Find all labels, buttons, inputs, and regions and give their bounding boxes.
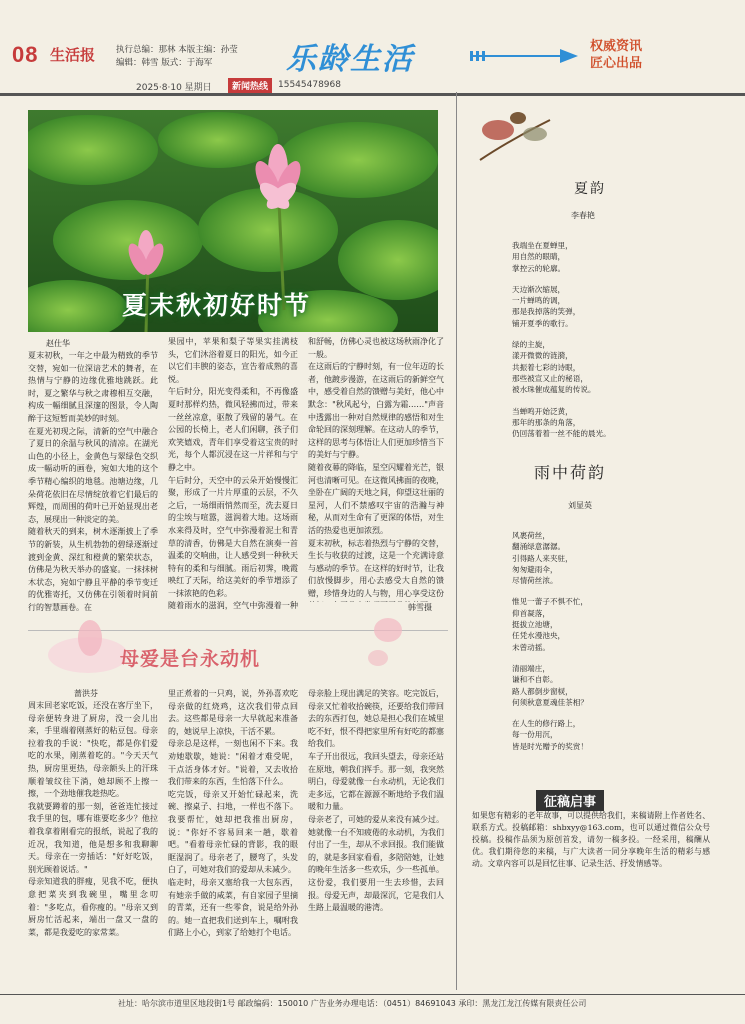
poem2-line: 任凭水漫池央，	[512, 631, 566, 641]
poem2-line: 风裹荷丝，	[512, 531, 550, 540]
article2-author: 蔷洪芬	[74, 689, 98, 698]
arrow-decoration	[470, 46, 580, 66]
notice-title: 征稿启事	[536, 790, 604, 811]
stanza-gap	[512, 752, 712, 762]
poem2-line: 何须秋意夏魂佳茶相？	[512, 697, 588, 707]
poem1-line: 仍回荡着着一丝不能的晨光。	[512, 429, 611, 439]
article1-col3: 和舒畅，仿佛心灵也被这场秋雨净化了一般。 在这雨后的宁静时刻，有一位年迈的长者，他踱步漫游，在这雨后的新鲜空气中，感受着自然的馈赠与美好，他心中默念："秋风起兮，白露为霜……"声音中透露出一种对自然规律的感悟和对生命轮回的深刻理解。在这动人的季节，这样的思考与体悟让人们更加珍惜当下的美好与宁静。 随着夜幕的降临，星空闪耀着光芒，银河也清晰可见。在这微风拂面的夜晚，坐卧在广阔的天地之间，仰望这壮丽的星河，人们不禁感叹宇宙的浩瀚与神秘，从而对生命有了更深的体悟，对生活的热爱也更加浓烈。 夏末初秋，标志着热烈与宁静的交替，生长与收获的过渡，这是一个充满诗意与感动的季节。在这样的好时节，让我们放慢脚步，用心去感受大自然的馈赠，珍惜身边的人与物，用心享受这份	[308, 337, 444, 598]
poem2-line: 翻涌绿意潺潺。	[512, 542, 566, 552]
poem1-line: 那年的那条的角落，	[512, 417, 581, 427]
poem1-line: 绿的主旋，	[512, 340, 550, 350]
poem1-line: 当蝉鸣开始泛黄，	[512, 406, 573, 416]
poem2-line: 未曾动摇。	[512, 642, 550, 652]
stanza-gap	[512, 439, 712, 449]
slogan-line-1: 权威资讯	[590, 39, 643, 54]
poem1-line: 用自然的眼睛，	[512, 252, 566, 262]
credits-line-2: 编辑：韩雪 版式：于海军	[116, 58, 213, 68]
poem1-line: 天边渐次缩展，	[512, 284, 566, 294]
poem2-line: 挺拔立池塘，	[512, 620, 558, 630]
poem2-line: 惟见一蕾子不惧不忙，	[512, 597, 588, 607]
footer-info: 社址：哈尔滨市道里区地段街1号 邮政编码：150010 广告业务办理电话：（0451）84691043 承印：黑龙江龙江传媒有限责任公司	[118, 999, 587, 1008]
poem1-line: 一片蝉鸣的调，	[512, 296, 566, 306]
poem1-line: 那是我掉落的笑弹，	[512, 307, 581, 317]
poem2-line: 皆是时光赠予的奖赏！	[512, 741, 588, 751]
hotline-number: 15545478968	[278, 80, 341, 90]
poem1-line: 那些被宣又止的秘语，	[512, 373, 588, 383]
poem2-line: 每一份用沉，	[512, 730, 558, 740]
poem2-body	[512, 530, 712, 762]
poem2-line: 在人生的修行路上，	[512, 719, 581, 729]
poem1-line: 共振着七彩的诗眼，	[512, 362, 581, 372]
footer-rule	[0, 994, 745, 995]
poem1-line: 铺开夏季的歌行。	[512, 318, 573, 328]
stanza-gap	[512, 586, 712, 596]
article2-col1: 周末回老家吃饭，还没在客厅坐下，母亲便转身进了厨房，没一会儿出来，手里端着刚蒸好的粘豆包。母亲拉着我的手说："快吃，都是你们爱吃的水果，刚蒸着吃的。"今天天气热，厨房里更热，母亲额头上的汗珠顺着皱纹往下淌，她却顾不上擦一擦，一个劲地催我趁热吃。 我就要蹲着的那一刻，爸爸连忙接过我手里的包，哪有谁要吃多少？他拉着我拿着刚看完的报纸，说起了我的近况，我知道，他是想多和我聊聊天。母亲在一旁插话："好好吃饭，别光顾着说话。" 母亲知道我的胖瘦，见我不吃，便执意把菜夹到我碗里，嘴里念叨着："多吃点，看你瘦的。"母亲又到厨房忙活起来，端出一盘又一盘的菜，都是我爱吃的家常菜。	[28, 701, 158, 937]
page-number: 08	[12, 42, 39, 67]
poem2-line: 匆匆避雨伞，	[512, 564, 558, 574]
poem1-line: 被水珠催成蕴复的传说。	[512, 385, 596, 395]
poem1-line: 漾开微微的涟漪，	[512, 351, 573, 361]
photo-credit: 韩雪摄	[408, 603, 432, 612]
article2-col3: 母亲脸上现出满足的笑容。吃完饭后，母亲又忙着收拾碗筷，还要给我们带回去的东西打包，她总是担心我们在城里吃不好，恨不得把家里所有好吃的都塞给我们。 车子开出很远，我回头望去，母亲还站在原地，朝我们挥手。那一刻，我突然明白，母爱就像一台永动机，无论我们走多远，它都在源源不断地给予我们温暖和力量。 母亲老了，可她的爱从来没有减少过。她就像一台不知疲倦的永动机，为我们付出了一生，却从不求回报。我们能做的，就是多回家看看，多陪陪她，让她的晚年生活多一些欢乐，少一些孤单。这份爱，我们要用一生去珍惜，去回报。母爱无声，却最深沉，它是我们人生路上最温暖的港湾。	[308, 689, 444, 913]
poem2-line: 引得路人来夹驻，	[512, 553, 573, 563]
poem1-line: 我端坐在夏蝉里，	[512, 241, 573, 250]
section-title: 乐龄生活	[286, 42, 414, 77]
slogan-line-2: 匠心出品	[590, 56, 643, 71]
poem2-author: 刘显英	[568, 501, 592, 510]
article1-author: 赵仕华	[46, 339, 70, 348]
paper-name: 生活报	[50, 46, 96, 64]
hotline-badge: 新闻热线	[228, 78, 272, 93]
poem2-line: 谦和不自彰。	[512, 675, 558, 685]
article1-col2: 果园中，苹果和梨子等果实挂满枝头，它们沐浴着夏日的阳光，如今正以它们丰腴的姿态，宣告着成熟的喜悦。 午后时分，阳光变得柔和，不再像盛夏时那样灼热，微风轻拂而过，带来一丝丝凉意，驱散了残留的暑气。在公园的长椅上，老人们闲聊，孩子们欢笑嬉戏，青年们享受着这宝贵的时光，每个人都沉浸在这一片祥和与宁静之中。 午后时分，天空中的云朵开始慢慢汇聚，形成了一片片厚重的云层，不久之后，一场细雨悄然而至，洗去夏日的尘埃与喧嚣，滋润着大地。这场雨水来得及时，空气中弥漫着泥土和青草的清香，仿佛是大自然在演奏一首温柔的交响曲，让人感受到一种秋天特有的柔和与细腻。雨后初霁，晚霞映红了天际，给这美好的季节增添了一抹浓艳的色彩。 随着雨水的滋润，空气中弥漫着一种	[168, 337, 298, 611]
poem1-body	[512, 240, 712, 449]
stanza-gap	[512, 396, 712, 406]
poem2-line: 仰首凝落，	[512, 608, 550, 618]
slogan	[590, 38, 642, 72]
article2-col2: 里正煮着的一只鸡，说，外孙喜欢吃母亲做的红烧鸡，这次我们带点回去。这些都是母亲一大早就起来准备的，她说早上凉快，干活不累。 母亲总是这样，一刻也闲不下来。我劝她歇歇，她说："闲着才难受呢，干点活身体才好。"说着，又去收拾我们带来的东西，生怕落下什么。 吃完饭，母亲又开始忙碌起来，洗碗、擦桌子、扫地，一样也不落下。我要帮忙，她却把我推出厨房，说："你好不容易回来一趟，歇着吧。"看着母亲忙碌的背影，我的眼眶湿润了。母亲老了，腰弯了，头发白了，可她对我们的爱却从未减少。 临走时，母亲又塞给我一大包东西，有她亲手做的咸菜，有自家园子里摘的青菜，还有一些零食，说是给外孙的。她一直把我们送到车上，嘱咐我们路上小心，到家了给她打个电话。	[168, 689, 298, 938]
credits-line-1: 执行总编：那林 本版主编：孙莹	[116, 45, 238, 55]
poem1-line: 掌控云的轮廓。	[512, 263, 566, 273]
date: 2025·8·10 星期日	[136, 83, 212, 93]
poem2-line: 清丽端庄，	[512, 663, 550, 673]
poem2-title: 雨中荷韵	[534, 463, 607, 482]
notice-body: 如果您有精彩的老年故事，可以提供给我们，来稿请附上作者姓名、联系方式。投稿邮箱：shbxyy@163.com，也可以通过微信公众号投稿。投稿作品须为原创首发，请勿一稿多投。一经采用，稿酬从优。我们期待您的来稿，与广大读者一同分享晚年生活的精彩与感动。文章内容可以是回忆往事、记录生活、抒发情感等。	[472, 811, 710, 868]
poem1-author: 李春艳	[571, 211, 595, 220]
stanza-gap	[512, 329, 712, 339]
stanza-gap	[512, 653, 712, 663]
credits	[116, 44, 238, 70]
article2-title: 母爱是台永动机	[120, 648, 261, 670]
article1-title: 夏末秋初好时节	[122, 291, 312, 320]
stanza-gap	[512, 274, 712, 284]
poem2-line: 尽情荷丝浓。	[512, 576, 558, 586]
poem2-line: 路人都倒步窗棂，	[512, 686, 573, 696]
stanza-gap	[512, 708, 712, 718]
poem1-title: 夏韵	[574, 181, 606, 197]
article1-col1: 夏末初秋，一年之中最为精致的季节交替，宛如一位深谙艺术的舞者，在热情与宁静的边缘优雅地跳跃。此时，夏之繁华与秋之肃穆相互交融，构成一幅细腻且深邃的图景，令人陶醉于这短暂而美妙的时刻。 在夏光初现之际，清新的空气中融合了夏日的余温与秋风的清凉。在湖光山色的小径上，金黄色与翠绿色交织成一幅动听的画卷，宛如大地的这个季节精心编织的地毯。池塘边缘，几朵荷花依旧在尽情绽放着它们最后的辉煌，而周围的荷叶已开始显现出老态，展现出一种淡定的美。 随着秋天的到来，树木逐渐披上了季节的新装，从生机勃勃的碧绿逐渐过渡到金黄、深红和橙黄的繁荣状态，仿佛是为秋天举办的盛宴。一抹抹树木状态，宛如宁静且平静的季节变迁的优雅寄托，又仿佛在引领着时间前行的智慧画卷。在	[28, 351, 158, 612]
lotus-pod-illustration	[470, 100, 560, 170]
